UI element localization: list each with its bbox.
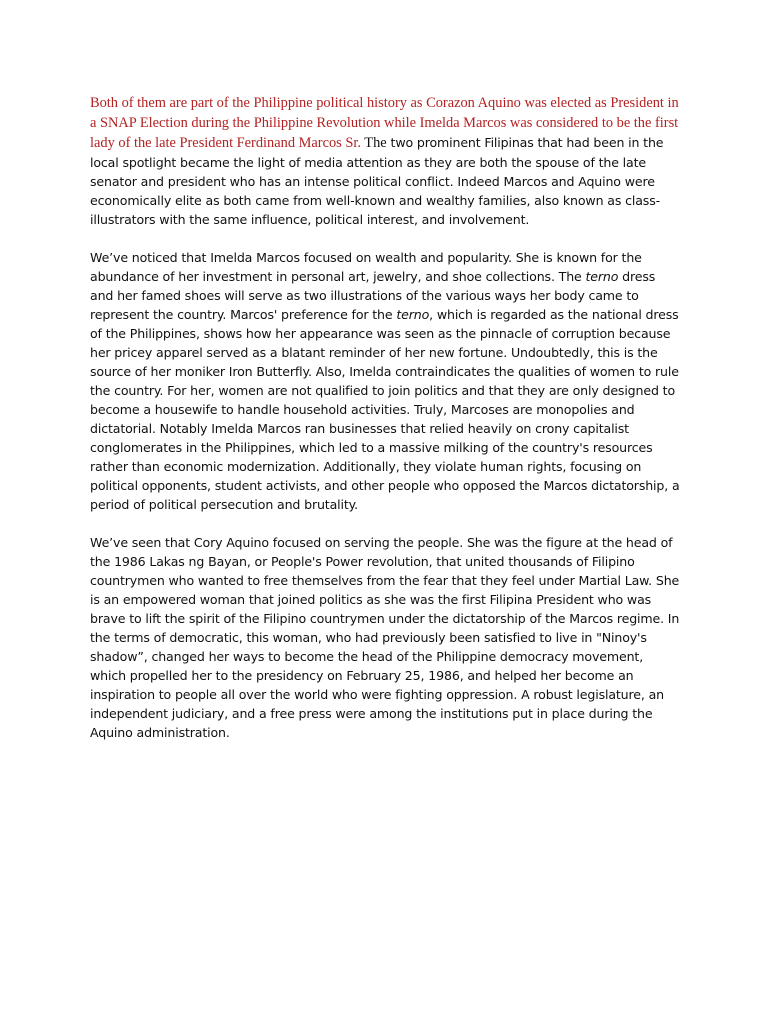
serif-lead-word: The	[360, 135, 387, 151]
italic-term-terno: terno	[396, 307, 430, 322]
paragraph-imelda-text-3: , which is regarded as the national dress of the Philippines, shows how her appearance was seen as the pinnacle of corruption because her pricey apparel served as a blatant reminder of her new fortune. Undoubtedly, this is the source of her moniker Iron Butterfly. Also, Imelda contraindicates the qualities of women to rule the country. For her, women are not qualified to join politics and that they are only designed to become a housewife to handle household activities. Truly, Marcoses are monopolies and dictatorial. Notably Imelda Marcos ran businesses that relied heavily on crony capitalist conglomerates in the Philippines, which led to a massive milking of the country's resources rather than economic modernization. Additionally, they violate human rights, focusing on political opponents, student activists, and other people who opposed the Marcos dictatorship, a period of political persecution and brutality.	[90, 307, 680, 512]
paragraph-imelda-text-2: dress and her famed shoes will serve as two illustrations of the various ways her body came to represent the country. Marcos' preference for the	[90, 269, 656, 322]
paragraph-aquino-text: We’ve seen that Cory Aquino focused on serving the people. She was the figure at the head of the 1986 Lakas ng Bayan, or People's Power revolution, that united thousands of Filipino countrymen who wanted to free themselves from the fear that they feel under Martial Law. She is an empowered woman that joined politics as she was the first Filipina President who was brave to lift the spirit of the Filipino countrymen under the dictatorship of the Marcos regime. In the terms of democratic, this woman, who had previously been satisfied to live in "Ninoy's shadow”, changed her ways to become the head of the Philippine democracy movement, which propelled her to the presidency on February 25, 1986, and helped her become an inspiration to people all over the world who were fighting oppression. A robust legislature, an independent judiciary, and a free press were among the institutions put in place during the Aquino administration.	[90, 535, 680, 740]
italic-term-terno: terno	[585, 269, 619, 284]
document-body	[90, 93, 682, 761]
highlighted-sentence: Both of them are part of the Philippine political history as Corazon Aquino was elected as President in a SNAP Election during the Philippine Revolution while Imelda Marcos was considered to be the first lady of the late President Ferdinand Marcos Sr.	[90, 95, 679, 151]
paragraph-aquino	[90, 533, 682, 742]
paragraph-imelda-text-1: We’ve noticed that Imelda Marcos focused on wealth and popularity. She is known for the abundance of her investment in personal art, jewelry, and shoe collections. The	[90, 250, 642, 284]
paragraph-imelda	[90, 248, 682, 514]
paragraph-intro-text: two prominent Filipinas that had been in the local spotlight became the light of media attention as they are both the spouse of the late senator and president who has an intense political conflict. Indeed Marcos and Aquino were economically elite as both came from well-known and wealthy families, also known as class-illustrators with the same influence, political interest, and involvement.	[90, 135, 664, 227]
paragraph-intro	[90, 93, 682, 229]
